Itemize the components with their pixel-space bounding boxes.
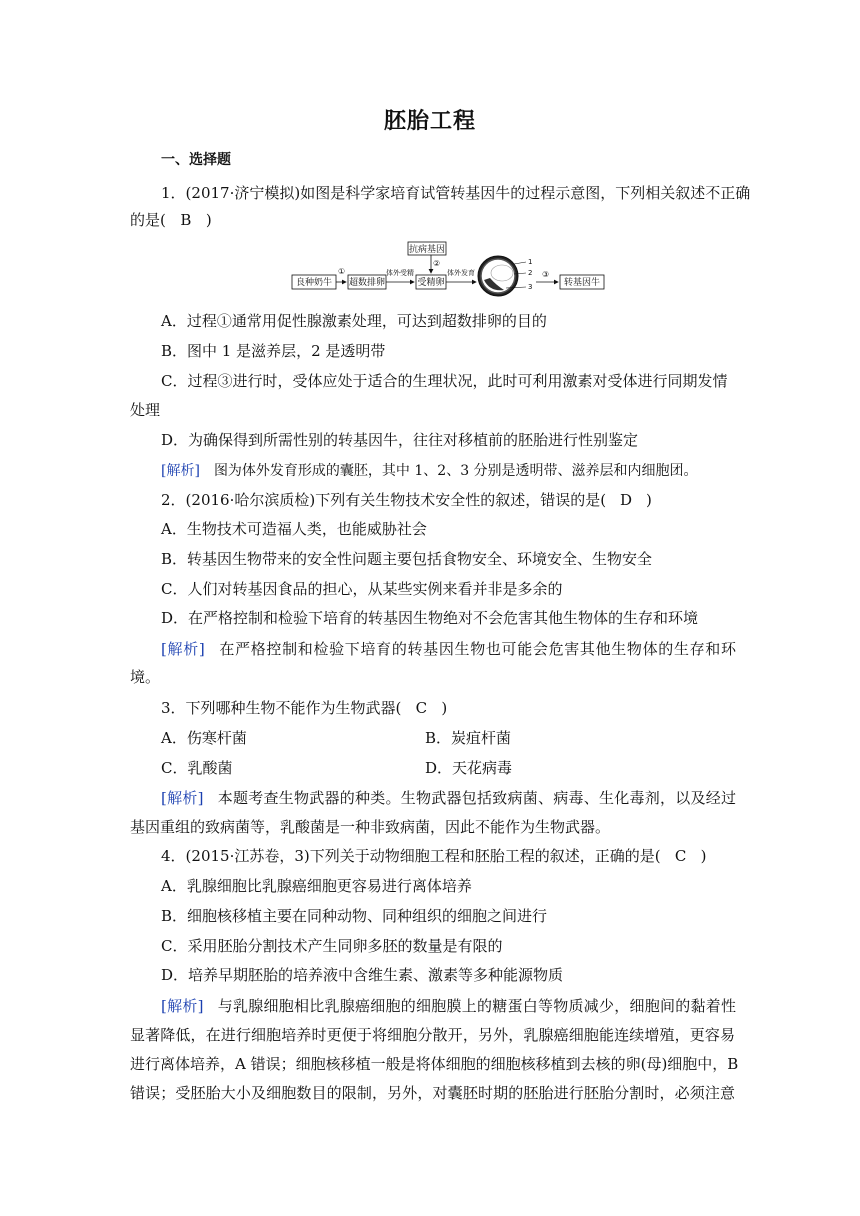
q3-stem-suffix: ) xyxy=(441,699,448,717)
q2-analysis-line1 xyxy=(161,639,736,659)
q4-option-b: B．细胞核移植主要在同种动物、同种组织的细胞之间进行 xyxy=(161,907,548,925)
q1-stem-line1: 1．(2017·济宁模拟)如图是科学家培育试管转基因牛的过程示意图，下列相关叙述不正确 xyxy=(161,184,751,202)
q2-option-a: A．生物技术可造福人类，也能威胁社会 xyxy=(161,520,427,538)
q2-option-c: C．人们对转基因食品的担心，从某些实例来看并非是多余的 xyxy=(161,580,563,598)
q1-process-diagram xyxy=(290,240,610,300)
label-1: 1 xyxy=(528,258,533,266)
q2-stem xyxy=(161,490,652,510)
q2-answer: D xyxy=(620,491,633,509)
q4-analysis-text1: 与乳腺细胞相比乳腺癌细胞的细胞膜上的糖蛋白等物质减少，细胞间的黏着性 xyxy=(217,997,736,1015)
q4-option-d: D．培养早期胚胎的培养液中含维生素、激素等多种能源物质 xyxy=(161,966,564,984)
q2-stem-suffix: ) xyxy=(646,491,652,509)
q2-option-d: D．在严格控制和检验下培育的转基因生物绝对不会危害其他生物体的生存和环境 xyxy=(161,609,699,627)
box-gene-text: 抗病基因 xyxy=(408,245,446,255)
q4-analysis-line3: 进行离体培养，A 错误；细胞核移植一般是将体细胞的细胞核移植到去核的卵(母)细胞中，B xyxy=(130,1055,739,1073)
q2-analysis-tag: [解析] xyxy=(161,640,205,658)
q3-stem-prefix: 3．下列哪种生物不能作为生物武器( xyxy=(161,699,402,717)
q1-option-c-line1: C．过程③进行时，受体应处于适合的生理状况，此时可利用激素对受体进行同期发情 xyxy=(161,372,728,390)
q4-analysis-line2: 显著降低，在进行细胞培养时更便于将细胞分散开，另外，乳腺癌细胞能连续增殖，更容易 xyxy=(130,1026,735,1044)
label-2: 2 xyxy=(528,269,533,277)
label-development: 体外发育 xyxy=(447,269,475,277)
q2-analysis-line2: 境。 xyxy=(130,668,161,686)
q3-analysis-line1 xyxy=(161,788,736,808)
q1-option-a: A．过程①通常用促性腺激素处理，可达到超数排卵的目的 xyxy=(161,312,547,330)
box-cow-text: 良种奶牛 xyxy=(295,278,333,288)
box-fertilized-egg-text: 受精卵 xyxy=(417,278,445,288)
q3-analysis-text1: 本题考查生物武器的种类。生物武器包括致病菌、病毒、生化毒剂，以及经过 xyxy=(217,789,736,807)
label-fertilization: 体外受精 xyxy=(386,269,414,277)
q1-analysis-tag: [解析] xyxy=(161,463,200,479)
step2-label: ② xyxy=(433,259,441,268)
step1-label: ① xyxy=(338,267,346,276)
q3-option-a: A．伤寒杆菌 xyxy=(161,729,247,747)
q1-option-d: D．为确保得到所需性别的转基因牛，往往对移植前的胚胎进行性别鉴定 xyxy=(161,431,639,449)
q3-option-b: B．炭疽杆菌 xyxy=(425,729,512,747)
section-heading: 一、选择题 xyxy=(161,152,231,168)
q1-analysis xyxy=(161,461,698,481)
q4-analysis-tag: [解析] xyxy=(161,997,204,1015)
q3-stem xyxy=(161,698,447,718)
label-3: 3 xyxy=(528,283,533,291)
q4-stem xyxy=(161,846,706,866)
q3-analysis-line2: 基因重组的致病菌等，乳酸菌是一种非致病菌，因此不能作为生物武器。 xyxy=(130,818,611,836)
q4-stem-suffix: ) xyxy=(700,847,707,865)
q2-option-b: B．转基因生物带来的安全性问题主要包括食物安全、环境安全、生物安全 xyxy=(161,550,653,568)
box-transgenic-text: 转基因牛 xyxy=(563,278,601,288)
q1-option-b: B．图中 1 是滋养层，2 是透明带 xyxy=(161,342,386,360)
q2-stem-prefix: 2．(2016·哈尔滨质检)下列有关生物技术安全性的叙述，错误的是( xyxy=(161,491,607,509)
q3-answer: C xyxy=(415,699,428,717)
q1-stem-prefix: 的是( xyxy=(130,211,166,229)
q1-stem-line2 xyxy=(130,210,212,230)
q4-stem-prefix: 4．(2015·江苏卷，3)下列关于动物细胞工程和胚胎工程的叙述，正确的是( xyxy=(161,847,661,865)
q3-analysis-tag: [解析] xyxy=(161,789,204,807)
q1-analysis-text: 图为体外发育形成的囊胚，其中 1、2、3 分别是透明带、滋养层和内细胞团。 xyxy=(213,463,698,479)
q4-answer: C xyxy=(674,847,687,865)
q4-option-a: A．乳腺细胞比乳腺癌细胞更容易进行离体培养 xyxy=(161,877,472,895)
q4-analysis-line4: 错误；受胚胎大小及细胞数目的限制，另外，对囊胚时期的胚胎进行胚胎分割时，必须注意 xyxy=(130,1084,735,1102)
q1-answer: B xyxy=(180,211,192,229)
q1-stem-suffix: ) xyxy=(205,211,212,229)
box-superovulation-text: 超数排卵 xyxy=(348,278,386,288)
q3-option-d: D．天花病毒 xyxy=(425,759,513,777)
q2-analysis-text1: 在严格控制和检验下培育的转基因生物也可能会危害其他生物体的生存和环 xyxy=(218,640,736,658)
q3-option-c: C．乳酸菌 xyxy=(161,759,233,777)
step3-label: ③ xyxy=(542,270,550,279)
q4-option-c: C．采用胚胎分割技术产生同卵多胚的数量是有限的 xyxy=(161,937,503,955)
page-title: 胚胎工程 xyxy=(383,109,476,134)
blastocyst-cavity xyxy=(491,265,513,281)
q1-option-c-line2: 处理 xyxy=(130,401,161,419)
q4-analysis-line1 xyxy=(161,996,736,1016)
